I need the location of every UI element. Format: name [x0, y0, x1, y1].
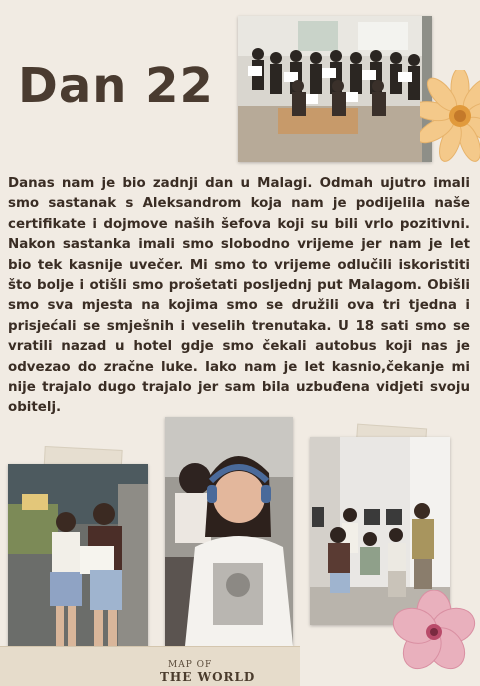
pink-flower-icon	[390, 590, 480, 686]
group-certificates-photo	[238, 16, 432, 162]
two-girls-certificate-photo	[8, 464, 148, 650]
map-caption: MAP OF	[168, 660, 213, 670]
map-caption-title: THE WORLD	[160, 670, 256, 684]
yellow-flower-icon	[420, 70, 480, 162]
diary-entry-text: Danas nam je bio zadnji dan u Malagi. Odmah ujutro imali smo sastanak s Aleksandrom koja nam je podijelila naše certifikate i dojmove naših šefova koji su bili vrlo pozitivni. Nakon sastanka imali smo slobodno vrijeme jer nam je let bio tek kasnije uvečer. Mi smo to vrijeme odlučili iskoristiti što bolje i otišli smo prošetati posljednj put Malagom. Obišli smo sva mjesta na kojima smo se družili ova tri tjedna i prisjećali se smješnih i veselih trenutaka. U 18 sati smo se vratili nazad u hotel gdje smo čekali autobus koji nas je odvezao do zračne luke. Iako nam je let kasnio,čekanje mi nije trajalo dugo trajalo jer sam bila uzbuđena vidjeti svoju obitelj.	[8, 176, 470, 416]
selfie-photo	[165, 417, 293, 646]
page-title: Dan 22	[18, 58, 214, 114]
